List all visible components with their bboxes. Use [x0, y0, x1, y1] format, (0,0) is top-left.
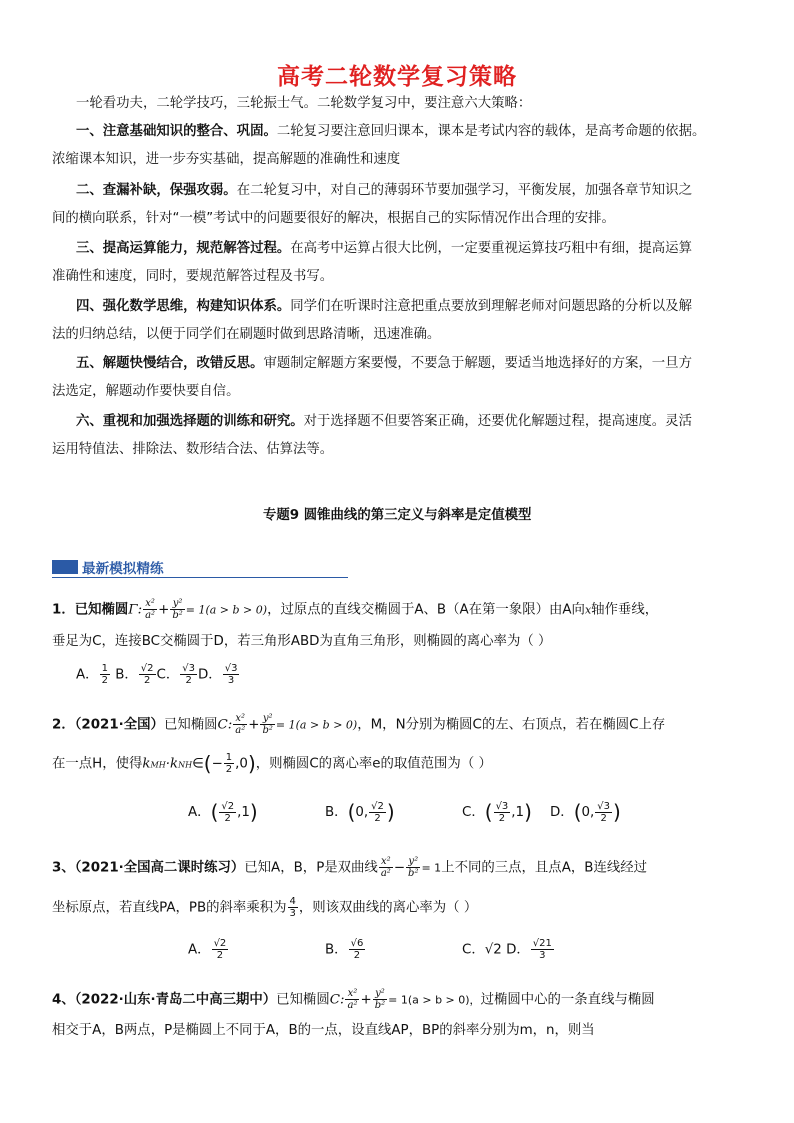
section-header	[52, 556, 348, 578]
q3-option-cd: C．√2 D． $\frac{√21}{3}$	[462, 938, 552, 961]
section-title: 最新模拟精练	[82, 561, 164, 577]
strategy-1-line2: 浓缩课本知识，进一步夯实基础，提高解题的准确性和速度	[52, 152, 401, 167]
q3-line1: 3、（2021·全国高二课时练习）已知A，B，P是双曲线 $\frac{\text{x²}}{\text{a²}}$ − $\frac{\text{y²}}{\text{b²}}$ = 1上不同的三点，且点A，B连线经过	[52, 856, 648, 879]
topic-heading: 专题9 圆锥曲线的第三定义与斜率是定值模型	[263, 508, 532, 523]
strategy-2-line2: 间的横向联系，针对“一模”考试中的问题要很好的解决，根据自己的实际情况作出合理的安排。	[52, 211, 615, 226]
strategy-2-line1: 二、查漏补缺，保强攻弱。在二轮复习中，对自己的薄弱环节要加强学习，平衡发展，加强各章节知识之	[76, 183, 692, 198]
q1-line1: 1．已知椭圆Γ: $\frac{\text{x²}}{\text{a²}}$ + $\frac{\text{y²}}{\text{b²}}$ = 1(a > b > 0)，过原点的直线交椭圆于A、B（A在第一象限）由A向x轴作垂线，	[52, 598, 659, 621]
q3-option-a: A． $\frac{√2}{2}$	[188, 938, 227, 961]
strategy-1-line1: 一、注意基础知识的整合、巩固。二轮复习要注意回归课本，课本是考试内容的载体，是高考命题的依据。	[76, 124, 706, 139]
section-rule	[52, 577, 348, 578]
q2-option-b: B．(0, $\frac{√2}{2}$ )	[325, 800, 395, 824]
strategy-3-line2: 准确性和速度，同时，要规范解答过程及书写。	[52, 269, 334, 284]
q2-option-a: A．( $\frac{√2}{2}$ ,1)	[188, 800, 258, 824]
strategy-5-line2: 法选定，解题动作要快要自信。	[52, 384, 240, 399]
strategy-5-line1: 五、解题快慢结合，改错反思。审题制定解题方案要慢，不要急于解题，要适当地选择好的方案，一旦方	[76, 356, 692, 371]
q2-line2: 在一点H，使得kMH·kNH∈(− $\frac{1}{2}$ ,0)，则椭圆C的离心率e的取值范围为（ ）	[52, 751, 492, 776]
q4-line1: 4、（2022·山东·青岛二中高三期中）已知椭圆C: $\frac{\text{x²}}{\text{a²}}$ + $\frac{\text{y²}}{\text{b²}}$ = 1(a > b > 0)，过椭圆中心的一条直线与椭圆	[52, 988, 655, 1011]
q2-option-d: D．(0, $\frac{√3}{2}$ )	[550, 800, 621, 824]
q3-line2: 坐标原点，若直线PA，PB的斜率乘积为 $\frac{4}{3}$ ，则该双曲线的离心率为（ ）	[52, 896, 478, 919]
strategy-3-line1: 三、提高运算能力，规范解答过程。在高考中运算占很大比例，一定要重视运算技巧粗中有细，提高运算	[76, 241, 692, 256]
section-bar-icon	[52, 560, 78, 574]
q2-line1: 2．（2021·全国）已知椭圆C: $\frac{\text{x²}}{\text{a²}}$ + $\frac{\text{y²}}{\text{b²}}$ = 1(a > b > 0)，M，N分别为椭圆C的左、右顶点，若在椭圆C上存	[52, 713, 666, 736]
q2-option-c: C．( $\frac{√3}{2}$ ,1)	[462, 800, 532, 824]
strategy-6-line1: 六、重视和加强选择题的训练和研究。对于选择题不但要答案正确，还要优化解题过程，提高速度。灵活	[76, 414, 692, 429]
q4-line2: 相交于A，B两点，P是椭圆上不同于A，B的一点，设直线AP，BP的斜率分别为m，n，则当	[52, 1023, 595, 1038]
strategy-4-line1: 四、强化数学思维，构建知识体系。同学们在听课时注意把重点要放到理解老师对问题思路的分析以及解	[76, 299, 692, 314]
strategy-6-line2: 运用特值法、排除法、数形结合法、估算法等。	[52, 442, 334, 457]
q3-option-b: B． $\frac{√6}{2}$	[325, 938, 364, 961]
q1-line2: 垂足为C，连接BC交椭圆于D，若三角形ABD为直角三角形，则椭圆的离心率为（ ）	[52, 634, 552, 649]
intro-text: 一轮看功夫，二轮学技巧，三轮振士气。二轮数学复习中，要注意六大策略：	[76, 96, 532, 111]
page-title: 高考二轮数学复习策略	[277, 64, 517, 90]
q1-options: A． $\frac{1}{2}$ B． $\frac{√2}{2}$ C． $\frac{√3}{2}$ D． $\frac{√3}{3}$	[76, 663, 238, 686]
strategy-4-line2: 法的归纳总结，以便于同学们在刷题时做到思路清晰，迅速准确。	[52, 327, 441, 342]
